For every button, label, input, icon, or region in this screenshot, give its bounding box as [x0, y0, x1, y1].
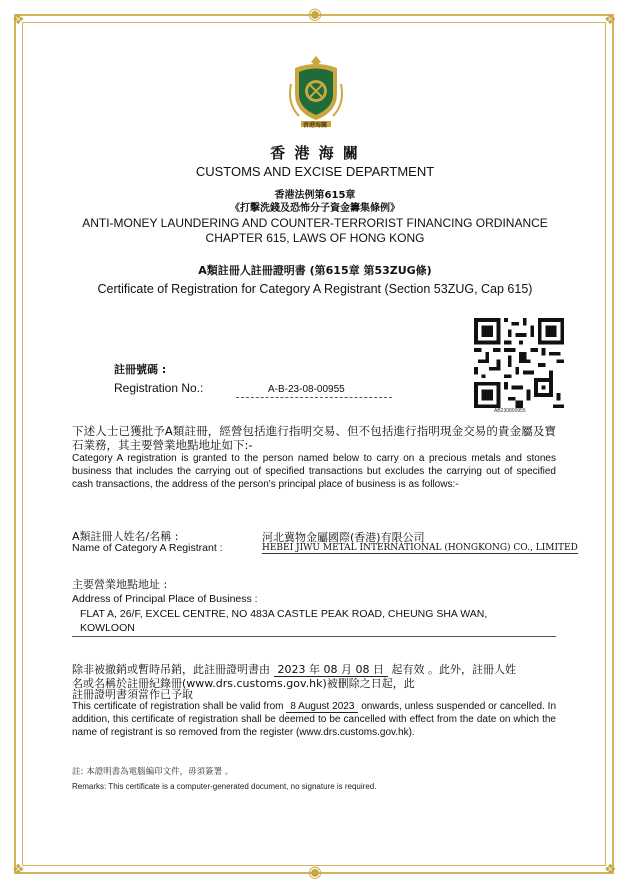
address-line-1: FLAT A, 26/F, EXCEL CENTRE, NO 483A CASTLE PEAK ROAD, CHEUNG SHA WAN, [80, 608, 488, 620]
qr-caption: AB230800955 [494, 408, 526, 414]
department-name-chinese: 香 港 海 關 [270, 144, 360, 162]
address-underline [72, 636, 556, 637]
ordinance-chapter-english: CHAPTER 615, LAWS OF HONG KONG [205, 231, 425, 245]
registration-number: A-B-23-08-00955 [268, 384, 345, 395]
registration-number-underline [236, 397, 392, 398]
registrant-label-chinese: A類註冊人姓名/名稱 : [72, 530, 179, 543]
registrant-label-english: Name of Category A Registrant : [72, 542, 223, 554]
corner-ornament-bottom-right: ❖ [604, 861, 617, 877]
remarks-chinese: 註: 本證明書為電腦編印文件，毋須簽署 。 [72, 767, 234, 777]
corner-ornament-top-right: ❖ [604, 11, 617, 27]
validity-text-english-b: onwards, unless suspended or cancelled. In addition, this certificate of registration shall be deemed to be cancelled with effect from the date on which the name of registrant is so removed from the register (www.drs.customs.gov.hk). [72, 701, 557, 738]
remarks-english: Remarks: This certificate is a computer-generated document, no signature is required. [72, 782, 377, 791]
certificate-title-chinese: A類註冊人註冊證明書 (第615章 第53ZUG條) [198, 264, 432, 277]
validity-text-chinese-b: 起有效 。此外，註冊人姓 [391, 663, 516, 676]
corner-ornament-top-left: ❖ [12, 11, 25, 27]
registration-label-chinese: 註冊號碼 : [114, 363, 167, 376]
validity-date-english: 8 August 2023 [286, 701, 358, 713]
validity-line-3-chinese: 註冊證明書須當作已予取 [72, 688, 193, 701]
address-label-english: Address of Principal Place of Business : [72, 593, 258, 605]
cap-chinese: 香港法例第615章 [274, 190, 356, 201]
top-center-ornament: ◉ [308, 6, 322, 23]
bottom-center-ornament: ◉ [308, 864, 322, 881]
qr-code [472, 318, 566, 408]
validity-line-2-chinese: 名或名稱於註冊紀錄冊(www.drs.customs.gov.hk)被刪除之日起，此 [72, 677, 415, 690]
validity-text-chinese-a: 除非被撤銷或暫時吊銷，此註冊證明書由 [72, 663, 270, 676]
ordinance-title-chinese: 《打擊洗錢及恐怖分子資金籌集條例》 [230, 203, 400, 214]
validity-paragraph-english [72, 700, 556, 739]
grant-paragraph-chinese: 下述人士已獲批予A類註冊，經營包括進行指明交易、但不包括進行指明現金交易的貴金屬及寶石業務，其主要營業地點地址如下:- [72, 424, 556, 452]
registrant-name-english: HEBEI JIWU METAL INTERNATIONAL (HONGKONG) CO., LIMITED [262, 543, 578, 553]
ordinance-title-english: ANTI-MONEY LAUNDERING AND COUNTER-TERRORIST FINANCING ORDINANCE [82, 216, 548, 230]
certificate-title-english: Certificate of Registration for Category A Registrant (Section 53ZUG, Cap 615) [97, 282, 533, 296]
department-name-english: CUSTOMS AND EXCISE DEPARTMENT [195, 164, 435, 179]
registration-label-english: Registration No.: [114, 381, 204, 395]
validity-text-english-a: This certificate of registration shall be valid from [72, 701, 284, 712]
grant-paragraph-english: Category A registration is granted to the person named below to carry on a precious metals and stones business that includes the carrying out of specified transactions but excludes the carrying out of specified cash transactions, the address of the person's principal place of business is as follows:- [72, 453, 556, 490]
address-label-chinese: 主要營業地點地址 : [72, 578, 168, 591]
corner-ornament-bottom-left: ❖ [12, 861, 25, 877]
address-line-2: KOWLOON [80, 622, 135, 634]
validity-date-chinese: 2023 年 08 月 08 日 [274, 663, 388, 677]
emblem-caption: 香港海關 [302, 122, 327, 129]
registrant-name-chinese: 河北冀物金屬國際(香港)有限公司 [262, 531, 425, 544]
